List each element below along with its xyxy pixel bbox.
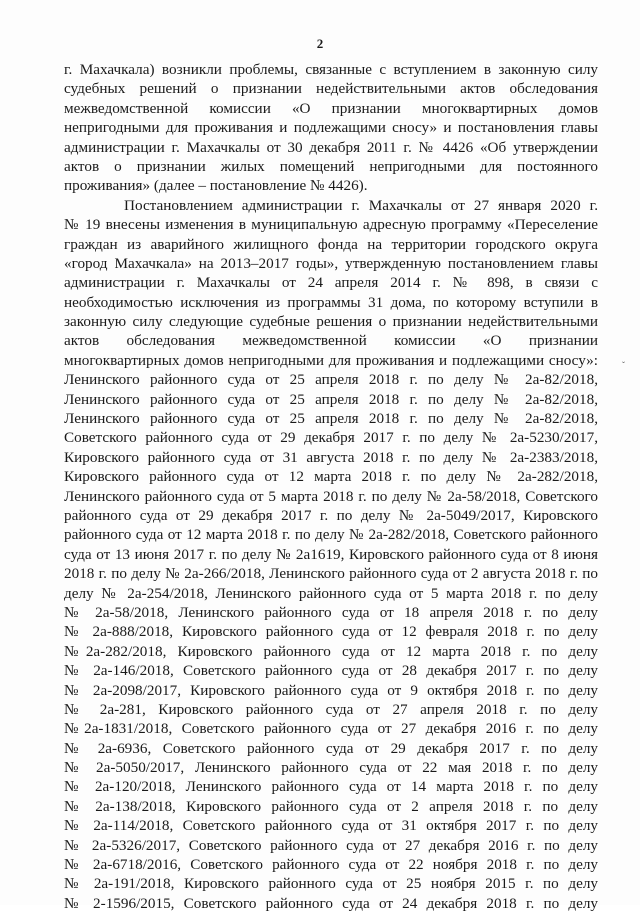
text-line: № 2а-6718/2016, Советского районного суда от 22 ноября 2018 г. по делу [64, 856, 598, 874]
page-number: 2 [316, 36, 324, 51]
text-line: районного суда от 12 марта 2018 г. по делу № 2а-282/2018, Советского районного [64, 526, 598, 544]
text-line: № 2а-114/2018, Советского районного суда от 31 октября 2017 г. по делу [64, 817, 598, 835]
text-line: Кировского районного суда от 31 августа 2018 г. по делу № 2а-2383/2018, [64, 448, 598, 466]
text-line: многоквартирных домов непригодными для проживания и подлежащими сносу»: [64, 351, 598, 369]
text-line: судебных решений о признании недействительными актов обследования [64, 80, 598, 98]
text-line: № 2а-120/2018, Ленинского районного суда от 14 марта 2018 г. по делу [64, 778, 598, 796]
text-line: № 2а-888/2018, Кировского районного суда от 12 февраля 2018 г. по делу [64, 623, 598, 641]
text-line: проживания» (далее – постановление № 4426). [64, 177, 368, 195]
text-line: №2а-282/2018, Кировского районного суда от 12 марта 2018 г. по делу [64, 642, 598, 660]
text-line: непригодными для проживания и подлежащими сносу» и постановления главы [64, 119, 598, 137]
text-line: Ленинского районного суда от 25 апреля 2018 г. по делу № 2а-82/2018, [64, 410, 598, 428]
margin-mark: ˇ [622, 360, 625, 370]
text-line: № 2а-5050/2017, Ленинского районного суда от 22 мая 2018 г. по делу [64, 759, 598, 777]
text-line: № 2а-5326/2017, Советского районного суда от 27 декабря 2016 г. по делу [64, 836, 598, 854]
text-line: Кировского районного суда от 12 марта 2018 г. по делу № 2а-282/2018, [64, 468, 598, 486]
text-line: № 19 внесены изменения в муниципальную адресную программу «Переселение [64, 216, 598, 234]
text-line: «город Махачкала» на 2013–2017 годы», утвержденную постановлением главы [64, 254, 598, 272]
text-line: № 2а-2098/2017, Кировского районного суда от 9 октября 2018 г. по делу [64, 681, 598, 699]
text-line: 2018 г. по делу № 2а-266/2018, Ленинского районного суда от 2 августа 2018 г. по [64, 565, 598, 583]
text-line: актов обследования межведомственной комиссии «О признании [64, 332, 598, 350]
text-line: Постановлением администрации г. Махачкалы от 27 января 2020 г. [124, 196, 598, 214]
text-line: межведомственной комиссии «О признании многоквартирных домов [64, 99, 598, 117]
text-line: Ленинского районного суда от 5 марта 2018 г. по делу № 2а-58/2018, Советского [64, 487, 598, 505]
text-line: необходимостью исключения из программы 31 дома, по которому вступили в [64, 293, 598, 311]
text-line: граждан из аварийного жилищного фонда на территории городского округа [64, 235, 598, 253]
text-line: № 2а-281, Кировского районного суда от 27 апреля 2018 г. по делу [64, 700, 598, 718]
text-line: законную силу следующие судебные решения о признании недействительными [64, 313, 598, 331]
text-line: №2а-1831/2018, Советского районного суда от 27 декабря 2016 г. по делу [64, 720, 598, 738]
text-line: Ленинского районного суда от 25 апреля 2018 г. по делу № 2а-82/2018, [64, 390, 598, 408]
text-line: № 2а-58/2018, Ленинского районного суда от 18 апреля 2018 г. по делу [64, 603, 598, 621]
text-line: районного суда от 29 декабря 2017 г. по делу № 2а-5049/2017, Кировского [64, 506, 598, 524]
text-line: № 2-1596/2015, Советского районного суда от 24 декабря 2018 г. по делу [64, 894, 598, 912]
text-line: № 2а-138/2018, Кировского районного суда от 2 апреля 2018 г. по делу [64, 797, 598, 815]
text-line: № 2а-191/2018, Кировского районного суда от 25 ноября 2015 г. по делу [64, 875, 598, 893]
text-line: Советского районного суда от 29 декабря 2017 г. по делу № 2а-5230/2017, [64, 429, 598, 447]
text-line: № 2а-6936, Советского районного суда от 29 декабря 2017 г. по делу [64, 739, 598, 757]
text-line: суда от 13 июня 2017 г. по делу № 2а1619, Кировского районного суда от 8 июня [64, 545, 598, 563]
text-line: делу № 2а-254/2018, Ленинского районного суда от 5 марта 2018 г. по делу [64, 584, 598, 602]
text-line: администрации г. Махачкалы от 30 декабря 2011 г. № 4426 «Об утверждении [64, 138, 598, 156]
text-line: администрации г. Махачкалы от 24 апреля 2014 г. № 898, в связи с [64, 274, 598, 292]
text-line: № 2а-146/2018, Советского районного суда от 28 декабря 2017 г. по делу [64, 662, 598, 680]
text-line: Ленинского районного суда от 25 апреля 2018 г. по делу № 2а-82/2018, [64, 371, 598, 389]
text-line: г. Махачкала) возникли проблемы, связанные с вступлением в законную силу [64, 61, 598, 78]
text-line: актов о признании жилых помещений непригодными для постоянного [64, 157, 598, 175]
document-body [64, 60, 598, 913]
